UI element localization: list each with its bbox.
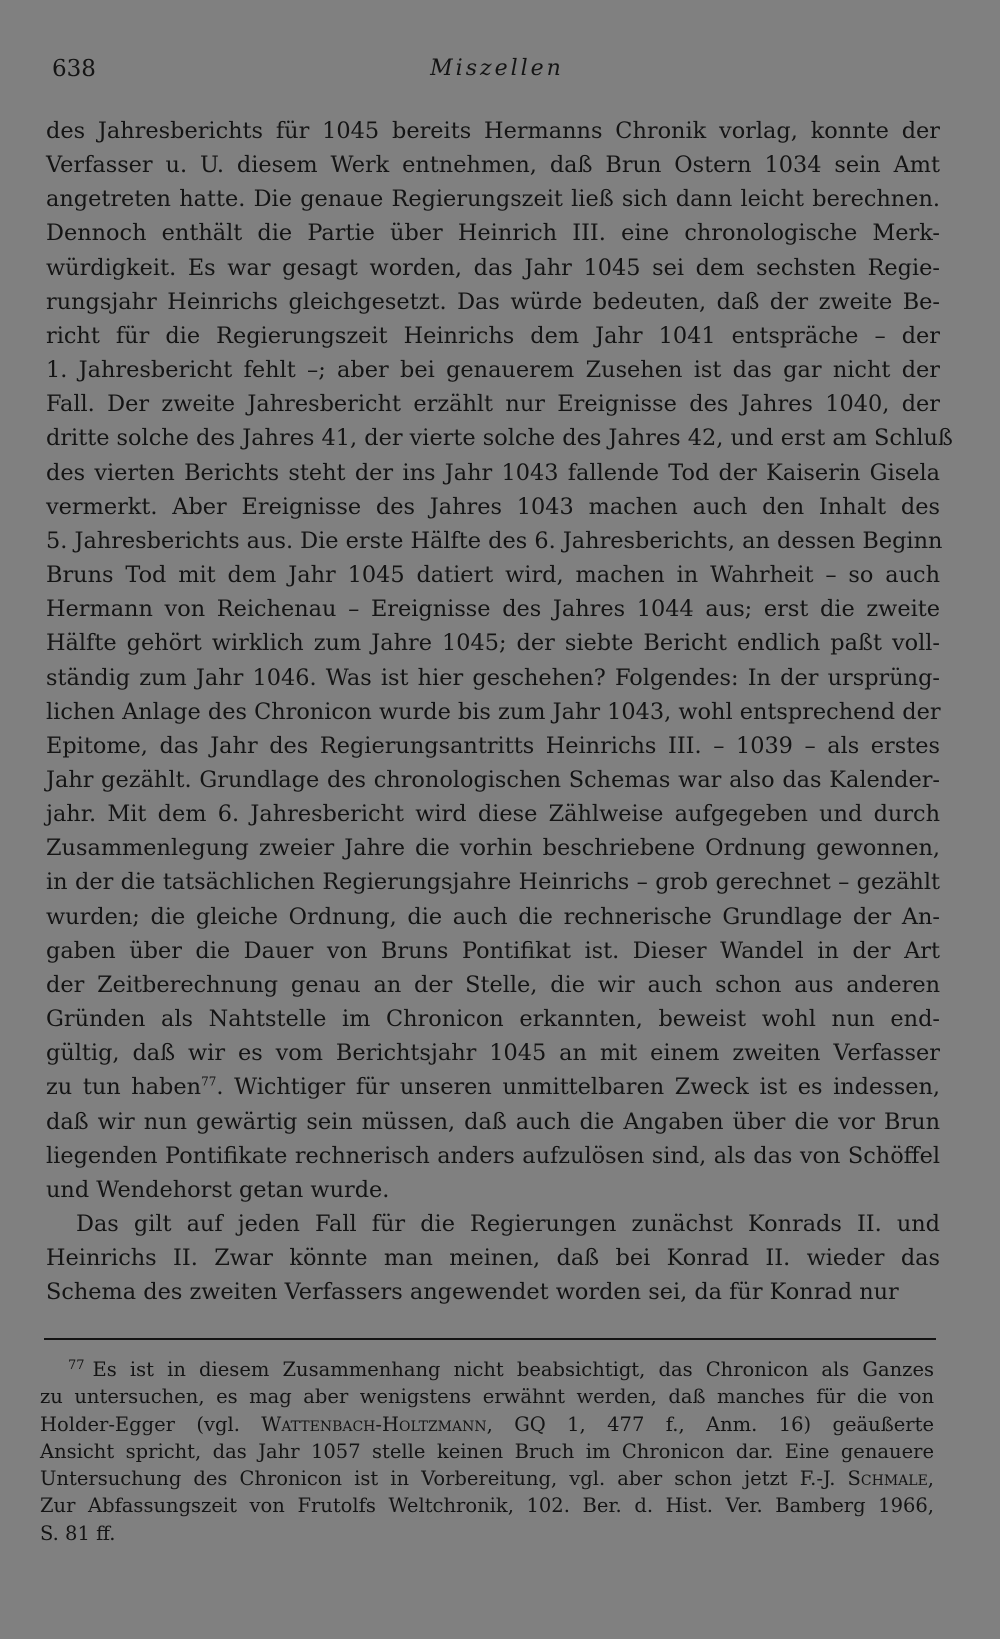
text-line: des Jahresberichts für 1045 bereits Hermanns Chronik vorlag, konnte der bbox=[46, 118, 940, 144]
text-line: richt für die Regierungszeit Heinrichs dem Jahr 1041 entspräche – der bbox=[46, 322, 940, 349]
text-line: und Wendehorst getan wurde. bbox=[46, 1176, 390, 1203]
text-line: der Zeitberechnung genau an der Stelle, die wir auch schon aus anderen bbox=[46, 971, 940, 998]
text-line: Gründen als Nahtstelle im Chronicon erkannten, beweist wohl nun end- bbox=[46, 1006, 940, 1033]
text-line: daß wir nun gewärtig sein müssen, daß auch die Angaben über die vor Brun bbox=[46, 1108, 940, 1135]
text-line: würdigkeit. Es war gesagt worden, das Jahr 1045 sei dem sechsten Regie- bbox=[46, 254, 940, 281]
footnote-marker: 77 bbox=[68, 1357, 85, 1373]
text-line: gültig, daß wir es vom Berichtsjahr 1045 an mit einem zweiten Verfasser bbox=[46, 1040, 940, 1067]
text-line: Fall. Der zweite Jahresbericht erzählt nur Ereignisse des Jahres 1040, der bbox=[46, 391, 940, 418]
text-line: Schema des zweiten Verfassers angewendet worden sei, da für Konrad nur bbox=[46, 1279, 899, 1306]
footnote-line: S. 81 ff. bbox=[40, 1521, 116, 1545]
text-line: vermerkt. Aber Ereignisse des Jahres 1043 machen auch den Inhalt des bbox=[46, 493, 940, 520]
footnote-line: Untersuchung des Chronicon ist in Vorbereitung, vgl. aber schon jetzt F.-J. Schmale, bbox=[40, 1467, 934, 1491]
page-number: 638 bbox=[52, 56, 96, 82]
text-line: in der die tatsächlichen Regierungsjahre Heinrichs – grob gerechnet – gezählt bbox=[46, 869, 940, 896]
main-text bbox=[46, 114, 953, 1309]
text-line: Verfasser u. U. diesem Werk entnehmen, daß Brun Ostern 1034 sein Amt bbox=[46, 152, 940, 179]
text-line: 5. Jahresberichts aus. Die erste Hälfte des 6. Jahresberichts, an dessen Beginn bbox=[46, 527, 943, 554]
text-line: 1. Jahresbericht fehlt –; aber bei genauerem Zusehen ist das gar nicht der bbox=[46, 357, 940, 384]
text-line: lichen Anlage des Chronicon wurde bis zum Jahr 1043, wohl entsprechend der bbox=[46, 698, 941, 725]
text-line: rungsjahr Heinrichs gleichgesetzt. Das würde bedeuten, daß der zweite Be- bbox=[46, 288, 940, 315]
text-line: Hermann von Reichenau – Ereignisse des Jahres 1044 aus; erst die zweite bbox=[46, 596, 940, 623]
text-line: gaben über die Dauer von Bruns Pontifikat ist. Dieser Wandel in der Art bbox=[46, 937, 940, 964]
footnote-line: zu untersuchen, es mag aber wenigstens erwähnt werden, daß manches für die von bbox=[40, 1385, 934, 1409]
footnote-line: Zur Abfassungszeit von Frutolfs Weltchronik, 102. Ber. d. Hist. Ver. Bamberg 1966, bbox=[40, 1494, 934, 1518]
text-line: angetreten hatte. Die genaue Regierungszeit ließ sich dann leicht berechnen. bbox=[46, 186, 940, 213]
text-line: des vierten Berichts steht der ins Jahr 1043 fallende Tod der Kaiserin Gisela bbox=[46, 459, 940, 486]
text-line: Bruns Tod mit dem Jahr 1045 datiert wird, machen in Wahrheit – so auch bbox=[46, 562, 940, 589]
text-line: Dennoch enthält die Partie über Heinrich III. eine chronologische Merk- bbox=[46, 220, 940, 247]
text-line: Jahr gezählt. Grundlage des chronologischen Schemas war also das Kalender- bbox=[46, 766, 940, 793]
footnote-line: Ansicht spricht, das Jahr 1057 stelle keinen Bruch im Chronicon dar. Eine genauere bbox=[40, 1439, 934, 1463]
page-header bbox=[52, 52, 942, 92]
text-line: liegenden Pontifikate rechnerisch anders aufzulösen sind, als das von Schöffel bbox=[46, 1142, 940, 1169]
footnote-line: Holder-Egger (vgl. Wattenbach-Holtzmann, GQ 1, 477 f., Anm. 16) geäußerte bbox=[40, 1412, 934, 1436]
text-line: jahr. Mit dem 6. Jahresbericht wird diese Zählweise aufgegeben und durch bbox=[46, 801, 940, 828]
text-line: Heinrichs II. Zwar könnte man meinen, daß bei Konrad II. wieder das bbox=[46, 1245, 940, 1272]
text-line: zu tun haben$^{77}$. Wichtiger für unseren unmittelbaren Zweck ist es indessen, bbox=[46, 1074, 940, 1101]
footnote-block bbox=[40, 1356, 934, 1547]
author-name-smallcaps: Wattenbach-Holtzmann bbox=[261, 1412, 487, 1436]
author-name-smallcaps: Schmale bbox=[847, 1467, 928, 1491]
text-line: Zusammenlegung zweier Jahre die vorhin beschriebene Ordnung gewonnen, bbox=[46, 835, 940, 862]
running-title: Miszellen bbox=[430, 56, 564, 81]
text-line: Das gilt auf jeden Fall für die Regierungen zunächst Konrads II. und bbox=[76, 1211, 940, 1237]
footnote-reference[interactable]: 77 bbox=[201, 1074, 217, 1089]
text-line: ständig zum Jahr 1046. Was ist hier geschehen? Folgendes: In der ursprüng- bbox=[46, 664, 940, 691]
footnote-separator-rule bbox=[44, 1338, 936, 1340]
text-line: Hälfte gehört wirklich zum Jahre 1045; der siebte Bericht endlich paßt voll- bbox=[46, 630, 940, 657]
text-line: wurden; die gleiche Ordnung, die auch die rechnerische Grundlage der An- bbox=[46, 903, 940, 930]
footnote-line: $^{77}$ Es ist in diesem Zusammenhang nicht beabsichtigt, das Chronicon als Ganzes bbox=[68, 1357, 934, 1381]
text-line: Epitome, das Jahr des Regierungsantritts Heinrichs III. – 1039 – als erstes bbox=[46, 732, 940, 759]
text-line: dritte solche des Jahres 41, der vierte solche des Jahres 42, und erst am Schluß bbox=[46, 425, 953, 452]
